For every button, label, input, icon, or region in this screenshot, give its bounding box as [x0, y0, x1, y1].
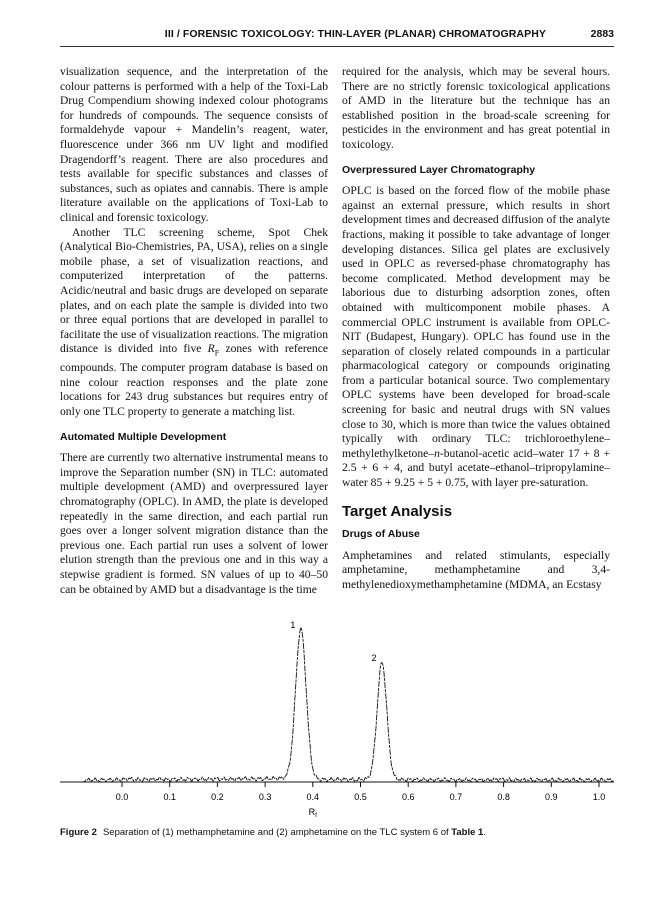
- x-tick-label-0.1: 0.1: [163, 792, 176, 802]
- peak-label-1: 1: [290, 620, 296, 630]
- x-tick-label-0.0: 0.0: [115, 792, 129, 802]
- running-header-title: III / FORENSIC TOXICOLOGY: THIN-LAYER (PLANAR) CHROMATOGRAPHY: [164, 28, 546, 40]
- figure-chromatogram: [60, 618, 614, 828]
- left-paragraph-toxilab: visualization sequence, and the interpretation of the colour patterns is performed with a help of the Toxi-Lab Drug Compendium showing indexed colour photograms for hundreds of compounds. The sequence consists of formaldehyde vapour + Mandelin’s reagent, water, fluorescence under 366 nm UV light and modified Dragendorff’s reagent. There are also procedures and tests available for specific substances and classes of substances, such as opiates and cannabis. There is ample literature available on the applications of Toxi-Lab to clinical and forensic toxicology.: [60, 65, 328, 224]
- rf-symbol: R: [207, 342, 215, 356]
- caption-table-reference: Table 1: [451, 827, 484, 838]
- peak-label-2: 2: [371, 653, 377, 663]
- x-tick-label-0.4: 0.4: [306, 792, 320, 802]
- left-paragraph-amd: There are currently two alternative instrumental means to improve the Separation number (SN) in TLC: automated multiple development (AMD) and overpressured layer chromatography (OPLC). In AMD, the plate is developed repeatedly in the same direction, and each partial run goes over a longer solvent migration distance than the previous one. Each partial run uses a solvent of lower elution strength than the previous one and in this way a stepwise gradient is formed. SN values of up to 40–50 can be obtained by AMD but a disadvantage is the time: [60, 451, 328, 596]
- chromatogram-trace: [84, 627, 614, 781]
- right-paragraph-oplc: [342, 184, 610, 490]
- header-divider: [60, 46, 614, 47]
- x-tick-label-0.2: 0.2: [211, 792, 224, 802]
- spot-chek-text-b: zones with reference compounds. The computer program database is based on nine colour reaction responses and the plate zone locations for 243 drug substances but requires entry of only one TLC property to generate a matching list.: [60, 342, 328, 418]
- right-column: [342, 65, 610, 593]
- rf-subscript: F: [214, 348, 220, 358]
- x-tick-label-0.9: 0.9: [545, 792, 558, 802]
- oplc-text-a: OPLC is based on the forced flow of the mobile phase against an external pressure, which results in short development times and decreased diffusion of the analyte fractions, making it possible to take advantage of longer developing distances. Silica gel plates are exclusively used in OPLC as reversed-phase chromatography has become complicated. Method development may be laborious due to disturbing adsorption zones, often obtained with multicomponent mobile phases. A commercial OPLC instrument is available from OPLC-NIT (Budapest, Hungary). OPLC has found use in the separation of closely related compounds in a particular pharmacological category or compounds originating from a particular botanical source. Two complementary OPLC systems have been developed for broad-scale screening for basic and neutral drugs with SN values close to 30, which is more than twice the values obtained typically with ordinary TLC: trichloroethylene–methylethylketone–: [342, 184, 610, 460]
- right-paragraph-amd-cont: required for the analysis, which may be several hours. There are no strictly forensic toxicological applications of AMD in the literature but the technique has an established position in the broad-scale screening for pesticides in the environment and has great potential in toxicology.: [342, 65, 610, 151]
- x-tick-label-0.7: 0.7: [449, 792, 463, 802]
- caption-text: Separation of (1) methamphetamine and (2) amphetamine on the TLC system 6 of: [102, 827, 452, 838]
- x-axis-label: $R_f$: [308, 807, 317, 819]
- x-tick-label-0.3: 0.3: [258, 792, 272, 802]
- x-tick-label-1.0: 1.0: [592, 792, 606, 802]
- right-paragraph-amphetamines: Amphetamines and related stimulants, especially amphetamine, methamphetamine and 3,4-methylenedioxymethamphetamine (MDMA, an Ecstasy: [342, 548, 610, 591]
- left-column: [60, 65, 328, 597]
- spot-chek-text-a: Another TLC screening scheme, Spot Chek (Analytical Bio-Chemistries, PA, USA), relies on a single mobile phase, a set of visualization reactions, and computerized interpretation of the patterns. Acidic/neutral and basic drugs are developed on separate plates, and on each plate the sample is divided into two or three equal portions that are developed in parallel to facilitate the use of visualization reactions. The migration distance is divided into five: [60, 225, 328, 356]
- running-header: [60, 28, 614, 46]
- x-tick-label-0.5: 0.5: [354, 792, 367, 802]
- oplc-text-b: -butanol-acetic acid–water 17 + 8 + 2.5 + 6 + 4, and butyl acetate–ethanol–tripropylamine–water 85 + 9.25 + 5 + 0.75, with layer pre-saturation.: [342, 446, 610, 490]
- n-butanol-italic: n: [434, 446, 440, 460]
- x-tick-label-0.6: 0.6: [401, 792, 415, 802]
- figure-label: Figure 2: [60, 827, 97, 838]
- page-number: 2883: [590, 28, 614, 40]
- x-axis-ticks: [122, 782, 599, 787]
- chromatogram-chart: [60, 618, 614, 828]
- figure-caption: [60, 827, 614, 838]
- heading-drugs-of-abuse: Drugs of Abuse: [342, 528, 420, 541]
- left-paragraph-spot-chek: [60, 226, 328, 420]
- x-tick-label-0.8: 0.8: [497, 792, 510, 802]
- heading-overpressured-layer-chromatography: Overpressured Layer Chromatography: [342, 163, 536, 176]
- heading-target-analysis: Target Analysis: [342, 502, 453, 520]
- caption-end: .: [483, 827, 486, 838]
- heading-automated-multiple-development: Automated Multiple Development: [60, 430, 227, 443]
- x-axis-tick-labels: [116, 792, 606, 802]
